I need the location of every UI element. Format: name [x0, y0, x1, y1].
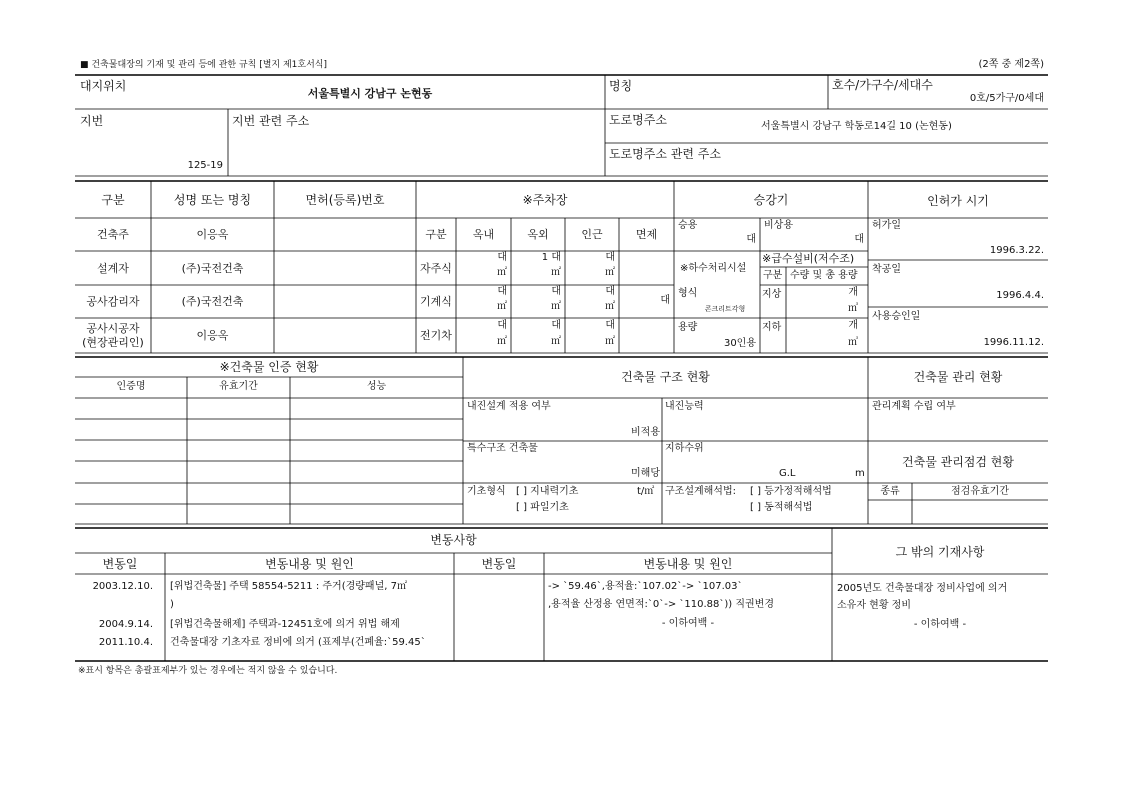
other-line-1: 2005년도 건축물대장 정비사업에 의거 — [837, 583, 1008, 594]
start-date: 1996.4.4. — [996, 290, 1044, 301]
lot-label: 지번 — [80, 114, 104, 128]
seismic-applied-label: 내진설계 적용 여부 — [467, 401, 551, 412]
parking-area-unit: ㎡ — [605, 267, 615, 278]
site-value: 서울특별시 강남구 논현동 — [307, 87, 433, 100]
inspection-title: 건축물 관리점검 현황 — [902, 455, 1014, 469]
parking-exempt-unit: 대 — [660, 295, 670, 306]
party-role: 공사시공자 — [86, 322, 140, 335]
parking-indoor: 대 — [497, 320, 507, 331]
changes-header-date-2: 변동일 — [481, 557, 517, 571]
parking-area-unit: ㎡ — [605, 301, 615, 312]
party-name: (주)국전건축 — [181, 262, 244, 275]
parking-area-unit: ㎡ — [497, 336, 507, 347]
inspection-header-type: 종류 — [880, 486, 900, 497]
changes-header-content-2: 변동내용 및 원인 — [643, 557, 733, 571]
groundwater-gl: G.L — [779, 468, 796, 479]
road-label: 도로명주소 — [609, 113, 667, 127]
water-count-unit: 개 — [848, 287, 858, 298]
analysis-label: 구조설계해석법: — [665, 486, 736, 497]
other-end-marker: - 이하여백 - — [913, 619, 967, 630]
other-line-2: 소유자 현황 정비 — [837, 600, 911, 611]
parking-area-unit: ㎡ — [497, 267, 507, 278]
parking-indoor: 대 — [497, 286, 507, 297]
management-title: 건축물 관리 현황 — [913, 370, 1003, 384]
foundation-unit: t/㎡ — [637, 486, 655, 497]
foundation-label: 기초형식 — [467, 486, 506, 497]
water-count-unit: 개 — [848, 320, 858, 331]
changes-header-content: 변동내용 및 원인 — [265, 557, 354, 571]
water-volume-unit: ㎥ — [848, 337, 858, 348]
sewage-form-label: 형식 — [678, 288, 698, 299]
sewage-label: ※하수처리시설 — [680, 263, 747, 274]
parties-header-name: 성명 또는 명칭 — [173, 193, 252, 207]
parties-header-gubun: 구분 — [101, 193, 125, 207]
parking-outdoor: 대 — [551, 320, 561, 331]
elevator-passenger-label: 승용 — [678, 220, 698, 231]
form-note: ■ 건축물대장의 기재 및 관리 등에 관한 규칙 [별지 제1호서식] — [80, 60, 327, 70]
change-content-right-1: -> `59.46`,용적율:`107.02`-> `107.03` — [548, 581, 743, 592]
parking-outdoor: 대 — [551, 286, 561, 297]
parking-nearby: 대 — [605, 320, 615, 331]
site-label: 대지위치 — [80, 79, 127, 93]
party-name: 이응옥 — [196, 228, 229, 241]
party-name: (주)국전건축 — [181, 295, 244, 308]
party-role: 설계자 — [97, 262, 129, 275]
permit-label: 허가일 — [872, 220, 901, 231]
elevator-passenger-unit: 대 — [746, 234, 756, 245]
change-date: 2003.12.10. — [92, 581, 153, 592]
seismic-applied-value: 비적용 — [631, 427, 660, 438]
parking-title: ※주차장 — [522, 193, 568, 207]
parking-outdoor: 1 대 — [541, 252, 561, 263]
parking-header-gubun: 구분 — [425, 228, 447, 241]
other-title: 그 밖의 기재사항 — [895, 545, 985, 559]
approval-label: 사용승인일 — [872, 311, 921, 322]
sewage-capacity-value: 30인용 — [723, 338, 756, 349]
cert-header-period: 유효기간 — [219, 381, 258, 392]
parking-header-indoor: 옥내 — [472, 228, 495, 241]
parking-nearby: 대 — [605, 252, 615, 263]
change-content: 건축물대장 기초자료 정비에 의거 (표제부(건폐율:`59.45` — [170, 637, 426, 648]
party-name: 이응옥 — [196, 329, 229, 342]
lot-related-label: 지번 관련 주소 — [232, 114, 310, 128]
party-role: 건축주 — [97, 228, 129, 241]
change-content: [위법건축물해제] 주택과-12451호에 의거 위법 해제 — [170, 619, 400, 630]
parking-indoor: 대 — [497, 252, 507, 263]
party-role: 공사감리자 — [86, 295, 140, 308]
sewage-capacity-label: 용량 — [678, 322, 698, 333]
foundation-option-bearing: [ ] 지내력기초 — [516, 486, 579, 497]
analysis-option-static: [ ] 등가정적해석법 — [750, 486, 832, 497]
parking-header-nearby: 인근 — [581, 228, 603, 241]
parking-header-exempt: 면제 — [635, 228, 658, 241]
parking-type: 기계식 — [420, 295, 452, 308]
foundation-option-pile: [ ] 파일기초 — [516, 502, 569, 513]
approval-date: 1996.11.12. — [983, 337, 1044, 348]
seismic-capacity-label: 내진능력 — [665, 401, 704, 412]
footer-note: ※표시 항목은 총괄표제부가 있는 경우에는 적지 않을 수 있습니다. — [78, 666, 338, 676]
name-label: 명칭 — [609, 79, 633, 93]
change-content: [위법건축물] 주택 58554-5211 : 주거(경량패널, 7㎡ — [170, 581, 407, 592]
parking-area-unit: ㎡ — [551, 301, 561, 312]
water-gubun: 구분 — [763, 270, 783, 281]
parking-area-unit: ㎡ — [551, 336, 561, 347]
page-indicator: (2쪽 중 제2쪽) — [978, 59, 1044, 70]
parking-nearby: 대 — [605, 286, 615, 297]
change-content-cont: ) — [170, 599, 174, 610]
change-date: 2011.10.4. — [98, 637, 153, 648]
groundwater-label: 지하수위 — [665, 443, 704, 454]
parking-area-unit: ㎡ — [497, 301, 507, 312]
elevator-emergency-label: 비상용 — [764, 220, 793, 231]
groundwater-unit: m — [855, 468, 865, 479]
parking-header-outdoor: 옥외 — [527, 228, 549, 241]
changes-header-date: 변동일 — [102, 557, 138, 571]
permit-date: 1996.3.22. — [989, 245, 1044, 256]
analysis-option-dynamic: [ ] 동적해석법 — [750, 502, 813, 513]
cert-title: ※건축물 인증 현황 — [219, 360, 319, 374]
parties-header-license: 면허(등록)번호 — [305, 193, 385, 207]
change-date: 2004.9.14. — [98, 619, 153, 630]
road-related-label: 도로명주소 관련 주소 — [609, 147, 721, 161]
water-volume-unit: ㎥ — [848, 303, 858, 314]
units-value: 0호/5가구/0세대 — [969, 93, 1044, 104]
elevator-emergency-unit: 대 — [854, 234, 864, 245]
special-structure-label: 특수구조 건축물 — [467, 443, 538, 454]
cert-header-name: 인증명 — [116, 381, 146, 392]
road-value: 서울특별시 강남구 학동로14길 10 (논현동) — [761, 121, 952, 132]
water-title: ※급수설비(저수조) — [762, 252, 855, 265]
change-content-right-2: ,용적율 산정용 연면적:`0`-> `110.88`)) 직권변경 — [548, 599, 774, 610]
change-end-marker: - 이하여백 - — [661, 618, 715, 629]
parking-area-unit: ㎡ — [605, 336, 615, 347]
start-label: 착공일 — [872, 264, 901, 275]
water-below-label: 지하 — [762, 322, 782, 333]
special-structure-value: 미해당 — [631, 468, 660, 479]
parking-area-unit: ㎡ — [551, 267, 561, 278]
elevator-title: 승강기 — [753, 193, 789, 207]
changes-title: 변동사항 — [430, 533, 477, 547]
water-qty-label: 수량 및 총 용량 — [790, 270, 858, 281]
lot-value: 125-19 — [187, 160, 223, 171]
permits-title: 인허가 시기 — [927, 194, 989, 208]
party-role-sub: (현장관리인) — [82, 336, 144, 349]
cert-header-performance: 성능 — [366, 381, 387, 392]
sewage-form-value: 콘크리트각형 — [704, 305, 746, 313]
water-above-label: 지상 — [762, 289, 782, 300]
inspection-header-validity: 점검유효기간 — [951, 486, 1009, 497]
units-label: 호수/가구수/세대수 — [832, 78, 933, 92]
structure-title: 건축물 구조 현황 — [621, 370, 710, 384]
parking-type: 자주식 — [420, 262, 452, 275]
management-plan-label: 관리계획 수립 여부 — [872, 401, 956, 412]
parking-type: 전기차 — [420, 329, 452, 342]
